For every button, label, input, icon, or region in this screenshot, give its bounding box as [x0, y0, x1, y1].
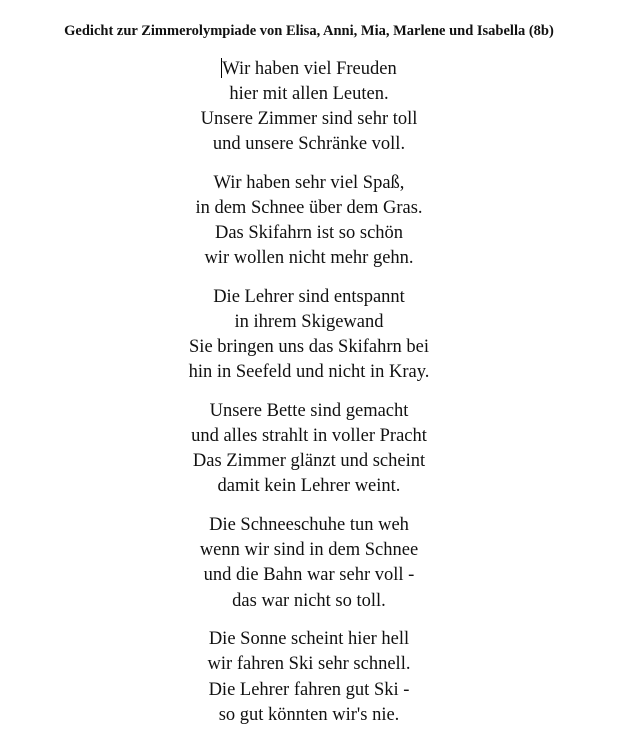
stanza-2 [0, 171, 618, 271]
poem-line: Die Schneeschuhe tun weh [209, 515, 409, 536]
document-title: Gedicht zur Zimmerolympiade von Elisa, Anni, Mia, Marlene und Isabella (8b) [64, 23, 554, 39]
poem-line: wir fahren Ski sehr schnell. [207, 654, 411, 675]
poem-line: Wir haben sehr viel Spaß, [213, 173, 405, 194]
poem-line: damit kein Lehrer weint. [217, 476, 401, 497]
poem-line: hin in Seefeld und nicht in Kray. [188, 362, 430, 383]
poem-line: und die Bahn war sehr voll - [203, 565, 415, 586]
poem-line: das war nicht so toll. [232, 590, 386, 611]
poem-line: und alles strahlt in voller Pracht [191, 426, 427, 447]
poem-line: Das Skifahrn ist so schön [214, 223, 404, 244]
poem-body[interactable] [0, 57, 618, 741]
poem-line: und unsere Schränke voll. [212, 134, 406, 155]
stanza-1 [0, 57, 618, 157]
poem-line: wir wollen nicht mehr gehn. [204, 248, 414, 269]
poem-line: Unsere Bette sind gemacht [209, 401, 409, 422]
stanza-3 [0, 285, 618, 385]
poem-line: in ihrem Skigewand [234, 312, 384, 333]
poem-line: Das Zimmer glänzt und scheint [192, 451, 426, 472]
poem-line: Sie bringen uns das Skifahrn bei [189, 337, 429, 358]
stanza-4 [0, 399, 618, 499]
stanza-6 [0, 627, 618, 727]
poem-line: Wir haben viel Freuden [222, 59, 397, 79]
poem-line: Die Lehrer sind entspannt [213, 287, 405, 308]
poem-line: Die Lehrer fahren gut Ski - [208, 679, 410, 700]
poem-line: Unsere Zimmer sind sehr toll [200, 109, 418, 130]
poem-line: hier mit allen Leuten. [229, 84, 389, 105]
stanza-5 [0, 513, 618, 613]
poem-line: in dem Schnee über dem Gras. [195, 198, 423, 219]
poem-line: wenn wir sind in dem Schnee [199, 540, 419, 561]
poem-line: Die Sonne scheint hier hell [208, 629, 410, 650]
poem-line: so gut könnten wir's nie. [218, 704, 400, 725]
